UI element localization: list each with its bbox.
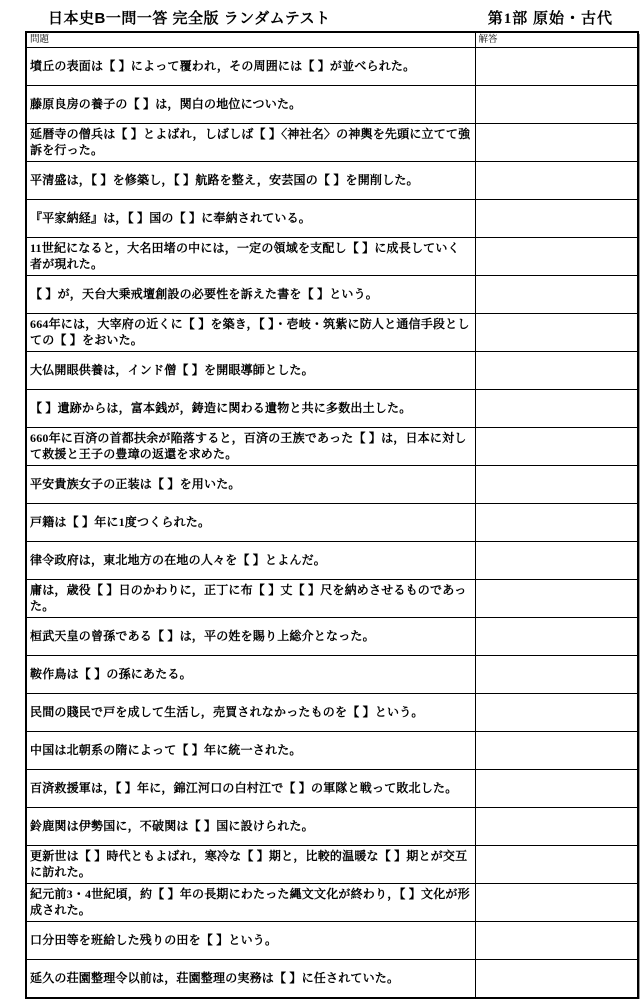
question-cell: 延暦寺の僧兵は【 】とよばれ，しばしば【 】〈神社名〉の神輿を先頭に立てて強訴を行った。: [26, 124, 475, 162]
question-cell: 紀元前3・4世紀頃，約【 】年の長期にわたった縄文文化が終わり，【 】文化が形成された。: [26, 884, 475, 922]
answer-cell: [475, 580, 638, 618]
table-row: [26, 504, 638, 542]
answer-cell: [475, 808, 638, 846]
question-cell: 平安貴族女子の正装は【 】を用いた。: [26, 466, 475, 504]
question-cell: 口分田等を班給した残りの田を【 】という。: [26, 922, 475, 960]
table-row: [26, 808, 638, 846]
question-cell: 桓武天皇の曾孫である【 】は，平の姓を賜り上総介となった。: [26, 618, 475, 656]
answer-cell: [475, 352, 638, 390]
question-cell: 鈴鹿関は伊勢国に，不破関は【 】国に設けられた。: [26, 808, 475, 846]
answer-cell: [475, 124, 638, 162]
table-row: [26, 922, 638, 960]
answer-cell: [475, 960, 638, 999]
answer-cell: [475, 314, 638, 352]
question-cell: 戸籍は【 】年に1度つくられた。: [26, 504, 475, 542]
table-row: [26, 656, 638, 694]
question-cell: 藤原良房の養子の【 】は，関白の地位についた。: [26, 86, 475, 124]
answer-cell: [475, 276, 638, 314]
table-row: [26, 86, 638, 124]
answer-cell: [475, 466, 638, 504]
question-cell: 中国は北朝系の隋によって【 】年に統一された。: [26, 732, 475, 770]
answer-cell: [475, 504, 638, 542]
answer-cell: [475, 48, 638, 86]
table-row: [26, 314, 638, 352]
table-row: [26, 390, 638, 428]
answer-cell: [475, 884, 638, 922]
question-cell: 庸は，歳役【 】日のかわりに，正丁に布【 】丈【 】尺を納めさせるものであった。: [26, 580, 475, 618]
question-cell: 律令政府は，東北地方の在地の人々を【 】とよんだ。: [26, 542, 475, 580]
table-row: [26, 124, 638, 162]
answer-cell: [475, 542, 638, 580]
table-row: [26, 238, 638, 276]
table-row: [26, 276, 638, 314]
answer-cell: [475, 922, 638, 960]
table-row: [26, 580, 638, 618]
table-row: [26, 428, 638, 466]
answer-cell: [475, 694, 638, 732]
answer-cell: [475, 428, 638, 466]
page-header: [0, 0, 640, 31]
answer-cell: [475, 86, 638, 124]
answer-column-header: 解答: [475, 32, 638, 48]
question-cell: 墳丘の表面は【 】によって覆われ，その周囲には【 】が並べられた。: [26, 48, 475, 86]
question-answer-table: [25, 31, 639, 999]
question-cell: 大仏開眼供養は，インド僧【 】を開眼導師とした。: [26, 352, 475, 390]
answer-cell: [475, 390, 638, 428]
table-row: [26, 770, 638, 808]
question-cell: 11世紀になると，大名田堵の中には，一定の領域を支配し【 】に成長していく者が現れた。: [26, 238, 475, 276]
question-cell: 延久の荘園整理令以前は，荘園整理の実務は【 】に任されていた。: [26, 960, 475, 999]
question-column-header: 問題: [26, 32, 475, 48]
answer-cell: [475, 200, 638, 238]
question-cell: 664年には，大宰府の近くに【 】を築き，【 】・壱岐・筑紫に防人と通信手段としての【 】をおいた。: [26, 314, 475, 352]
question-cell: 更新世は【 】時代ともよばれ，寒冷な【 】期と，比較的温暖な【 】期とが交互に訪れた。: [26, 846, 475, 884]
question-cell: 【 】遺跡からは，富本銭が，鋳造に関わる遺物と共に多数出土した。: [26, 390, 475, 428]
question-cell: 鞍作鳥は【 】の孫にあたる。: [26, 656, 475, 694]
question-cell: 660年に百済の首都扶余が陥落すると，百済の王族であった【 】は，日本に対して救援と王子の豊璋の返還を求めた。: [26, 428, 475, 466]
table-header-row: [26, 32, 638, 48]
table-row: [26, 732, 638, 770]
table-row: [26, 884, 638, 922]
table-row: [26, 694, 638, 732]
table-row: [26, 618, 638, 656]
answer-cell: [475, 162, 638, 200]
answer-cell: [475, 656, 638, 694]
question-cell: 民間の賤民で戸を成して生活し，売買されなかったものを【 】という。: [26, 694, 475, 732]
question-cell: 平清盛は，【 】を修築し，【 】航路を整え，安芸国の【 】を開削した。: [26, 162, 475, 200]
question-cell: 【 】が，天台大乗戒壇創設の必要性を訴えた書を【 】という。: [26, 276, 475, 314]
table-row: [26, 200, 638, 238]
table-row: [26, 162, 638, 200]
question-cell: 百済救援軍は，【 】年に，錦江河口の白村江で【 】の軍隊と戦って敗北した。: [26, 770, 475, 808]
table-row: [26, 542, 638, 580]
table-row: [26, 846, 638, 884]
question-table-body: [26, 48, 638, 999]
document-title: 日本史B一問一答 完全版 ランダムテスト: [48, 10, 331, 27]
answer-cell: [475, 732, 638, 770]
answer-cell: [475, 846, 638, 884]
table-row: [26, 352, 638, 390]
answer-cell: [475, 770, 638, 808]
table-row: [26, 48, 638, 86]
answer-cell: [475, 618, 638, 656]
question-cell: 『平家納経』は，【 】国の【 】に奉納されている。: [26, 200, 475, 238]
table-row: [26, 960, 638, 999]
table-row: [26, 466, 638, 504]
answer-cell: [475, 238, 638, 276]
section-label: 第1部 原始・古代: [487, 11, 613, 27]
